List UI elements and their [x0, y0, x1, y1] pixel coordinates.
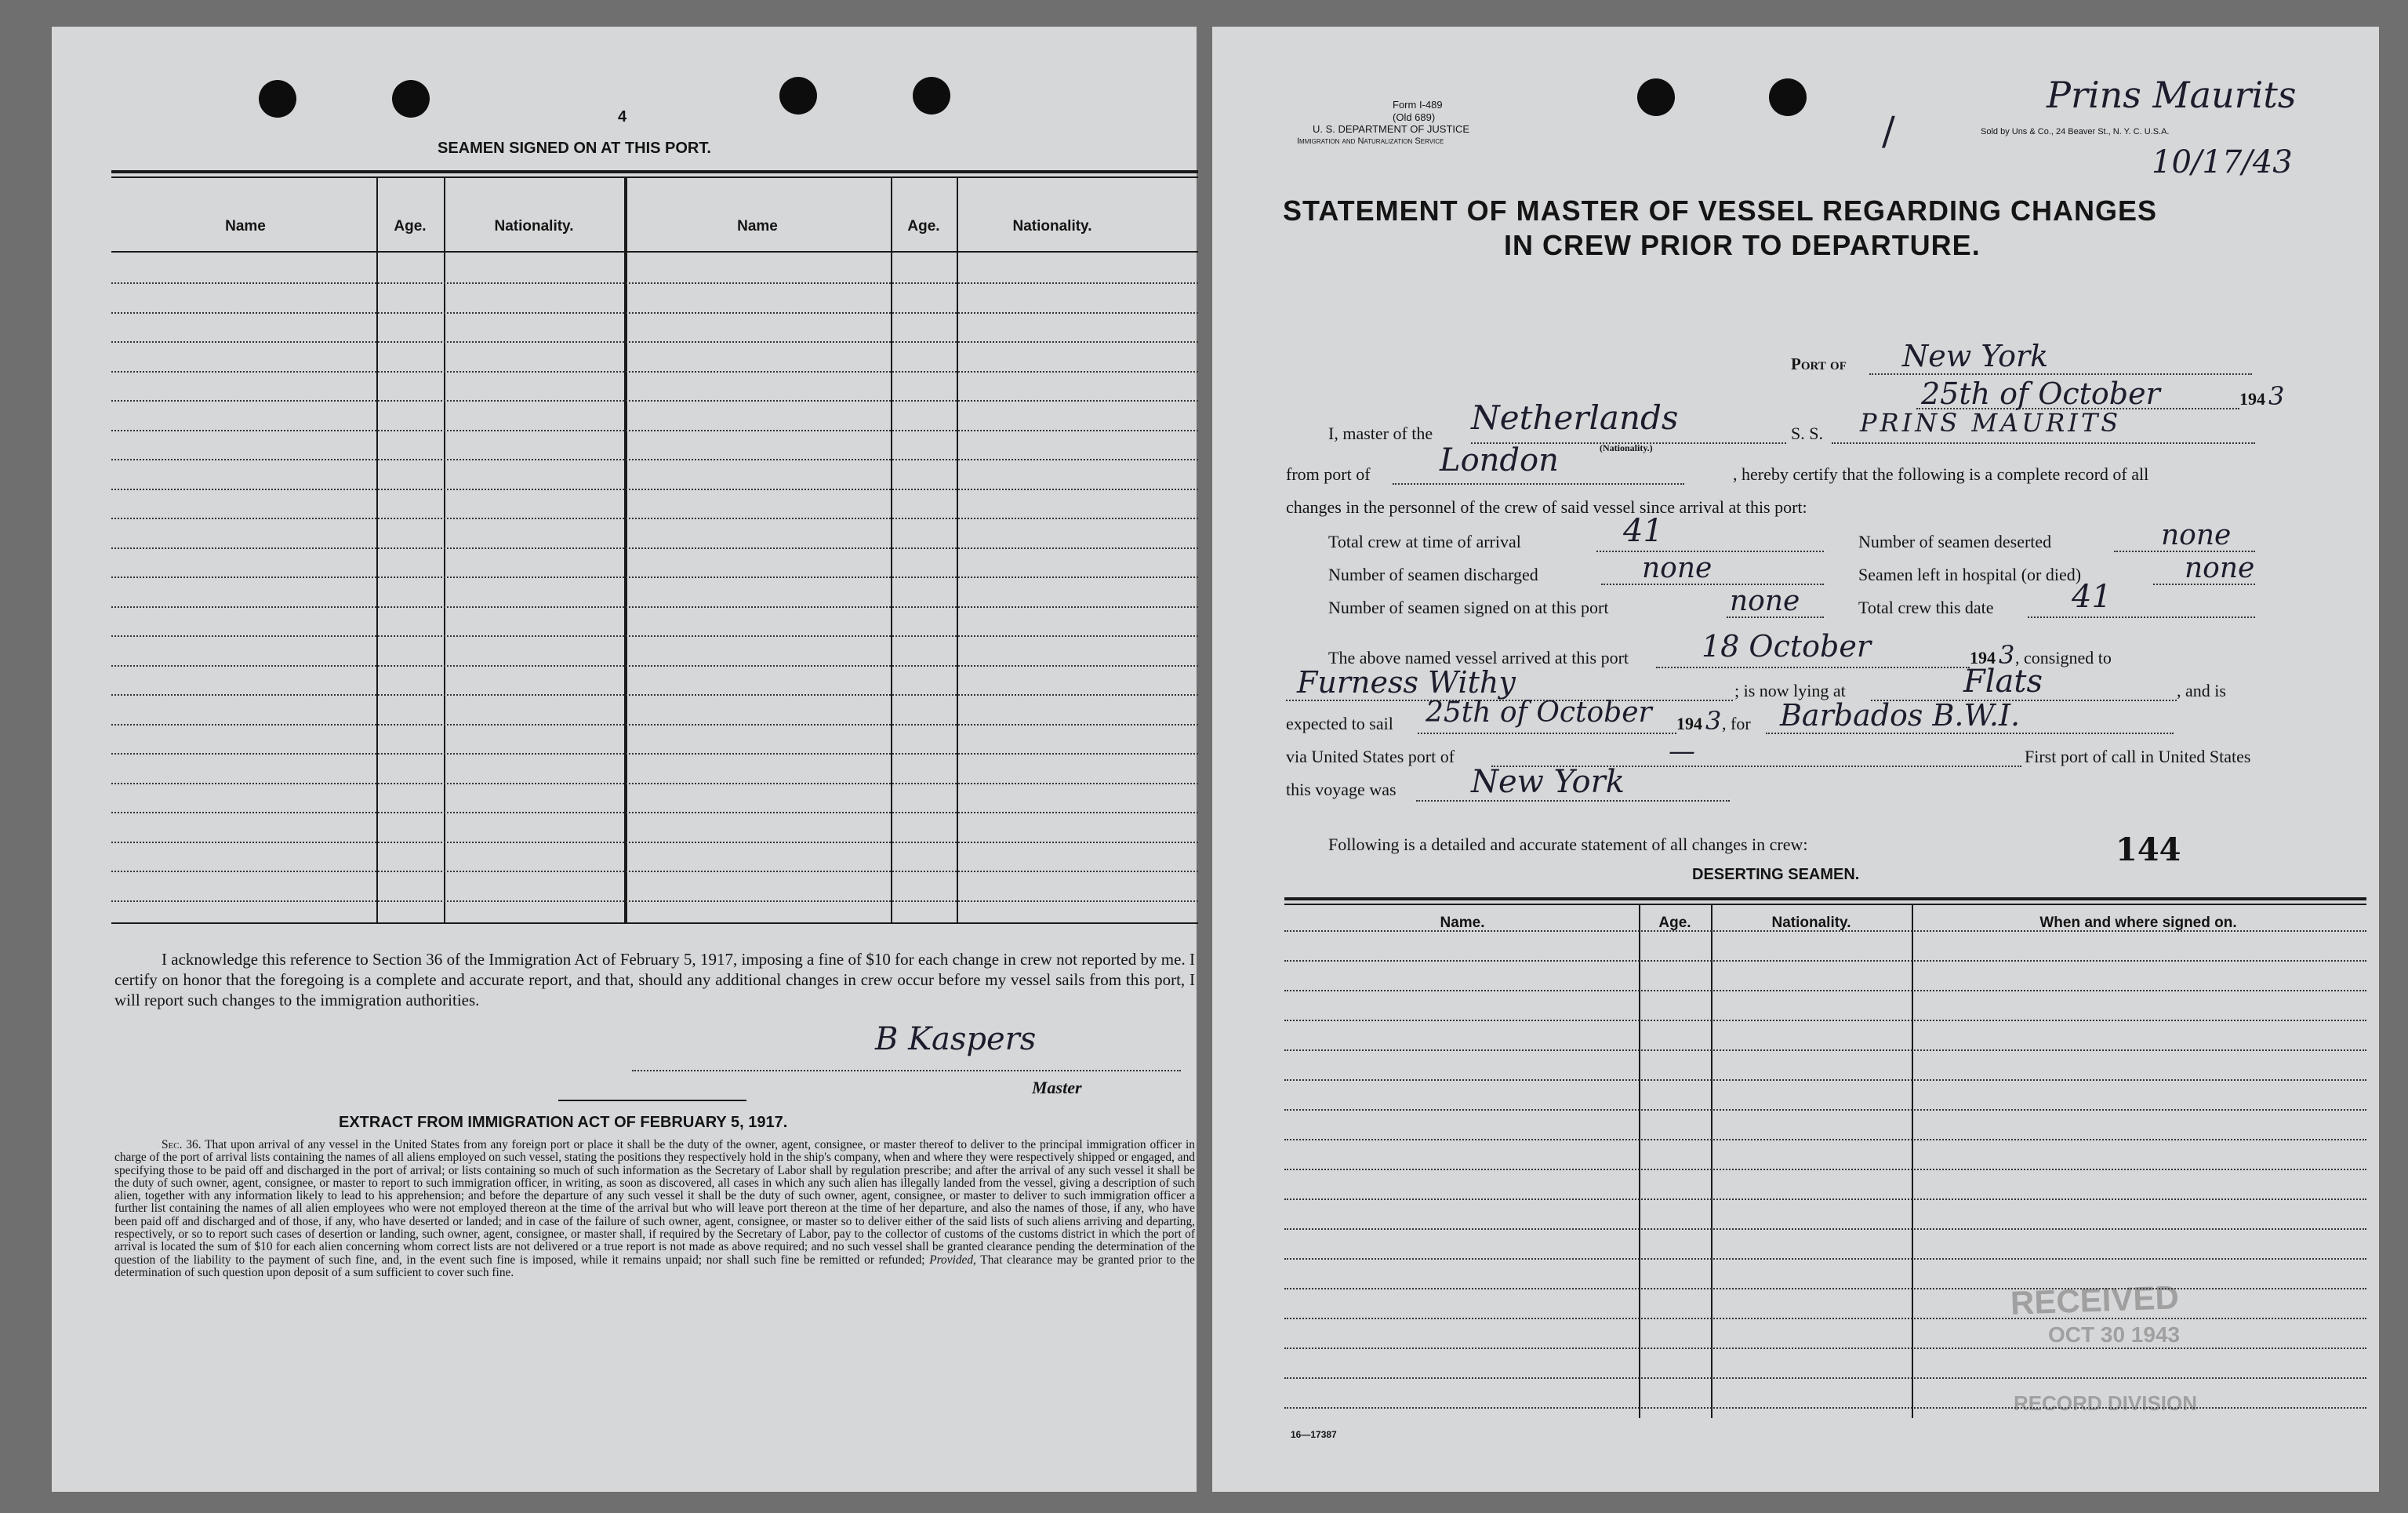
total-date-line — [2028, 616, 2255, 618]
master-of-label: I, master of the — [1328, 424, 1433, 443]
table-row — [1284, 1348, 2366, 1349]
table-row — [111, 635, 1198, 637]
check-mark: / — [1882, 108, 1895, 154]
acknowledgment-text: I acknowledge this reference to Section 36 of the Immigration Act of February 5, 1917, imposing a fine of $10 for each change in crew not reported by me. I certify on honor that the foregoing is a complete and accurate report, and that, should any additional changes in crew occur before my vessel sails from this port, I will report such changes to the immigration authorities. — [114, 950, 1195, 1009]
voyage-value: New York — [1471, 764, 1625, 800]
extract-title: EXTRACT FROM IMMIGRATION ACT OF FEBRUARY 5, 1917. — [339, 1114, 788, 1131]
received-stamp-division: RECORD DIVISION — [2014, 1391, 2198, 1415]
port-of-label: Port of — [1791, 355, 1847, 373]
form-old: (Old 689) — [1393, 111, 1436, 123]
table-row — [111, 371, 1198, 373]
number-stamp: 144 — [2116, 831, 2181, 868]
vessel-name: PRINS MAURITS — [1860, 408, 2122, 438]
total-arrival-label: Total crew at time of arrival — [1328, 532, 1521, 551]
expected-value: 25th of October — [1426, 696, 1652, 729]
table-row — [111, 812, 1198, 813]
table-row — [1284, 1169, 2366, 1170]
punch-hole — [913, 77, 950, 115]
table-row — [111, 724, 1198, 726]
table-row — [1284, 1020, 2366, 1021]
signed-on-label: Number of seamen signed on at this port — [1328, 598, 1609, 617]
ss-label: S. S. — [1791, 424, 1823, 443]
hospital-value: none — [2185, 552, 2255, 584]
table-row — [1284, 1109, 2366, 1111]
handwritten-date: 10/17/43 — [2152, 144, 2293, 180]
table-row — [111, 753, 1198, 755]
table-row — [1284, 1079, 2366, 1081]
from-port-line — [1393, 483, 1684, 485]
department-name: U. S. DEPARTMENT OF JUSTICE — [1313, 123, 1470, 135]
port-of-value: New York — [1902, 339, 2049, 373]
expected-label: expected to sail — [1286, 714, 1393, 733]
from-port-label: from port of — [1286, 464, 1371, 484]
master-signature: B Kaspers — [875, 1021, 1037, 1057]
total-date-label: Total crew this date — [1858, 598, 1994, 617]
column-divider — [624, 176, 627, 922]
form-number: Form I-489 — [1393, 99, 1443, 111]
deserting-heading: DESERTING SEAMEN. — [1692, 866, 1860, 883]
punch-hole — [779, 77, 817, 115]
arrived-line — [1656, 667, 1970, 668]
table-row — [111, 783, 1198, 784]
sec-text: That upon arrival of any vessel in the United States from any foreign port or place it shall be the duty of the owner, agent, consignee, or master thereof to deliver to the principal immigration officer in charge of the port of arrival lists containing the names of all aliens employed on such vessel, stating the positions they respectively hold in the ship's company, when and where they were respectively shipped or engaged, and specifying those to be paid off and discharged in the port of arrival; or lists containing so much of such information as the Secretary of Labor shall by regulation prescribe; and after the arrival of any such vessel it shall be the duty of such owner, agent, consignee, or master to report to such immigration officer, in writing, as soon as discovered, all cases in which any such alien has illegally landed from the vessel, giving a description of such alien, together with any information likely to lead to his apprehension; and before the departure of any such vessel it shall be the duty of such owner, agent, consignee, or master to deliver to such immigration officer a further list containing the names of all alien employees who were not employed thereon at the time of the arrival but who will leave port thereon at the time of her departure, and also the names of those, if any, who have been paid off and discharged and of those, if any, who have deserted or landed; and in case of the failure of such owner, agent, consignee, or master so to deliver either of the said lists of such aliens arriving and departing, respectively, or so to report such cases of desertion or landing, such owner, agent, consignee, or master shall, if required by the Secretary of Labor, pay to the collector of customs of the customs district in which the port of arrival is located the sum of $10 for each alien concerning whom correct lists are not delivered or a true report is not made as above required; and no such vessel shall be granted clearance pending the determination of the question of the liability to the payment of such fine, and, in the event such fine is imposed, while it remains unpaid; nor shall such fine be remitted or refunded; — [114, 1138, 1195, 1267]
consignee-value: Furness Withy — [1297, 665, 1516, 700]
form-title-line1: STATEMENT OF MASTER OF VESSEL REGARDING CHANGES — [1283, 195, 2158, 227]
year-prefix: 194 — [2239, 389, 2265, 409]
table-row — [1284, 1288, 2366, 1289]
nationality-caption: (Nationality.) — [1600, 442, 1653, 453]
column-divider — [444, 176, 445, 922]
column-divider — [891, 176, 892, 922]
table-row — [111, 547, 1198, 549]
form-code: 16—17387 — [1291, 1429, 1337, 1440]
table-row — [1284, 960, 2366, 962]
arrived-value: 18 October — [1702, 629, 1871, 664]
for-value: Barbados B.W.I. — [1780, 698, 2021, 733]
form-title-line2: IN CREW PRIOR TO DEPARTURE. — [1504, 229, 1981, 261]
column-header: Name — [225, 218, 266, 235]
for-line — [1766, 733, 2174, 734]
via-value: — — [1669, 736, 1695, 767]
consigned-label: , consigned to — [2015, 648, 2112, 667]
deserting-top-rule — [1284, 897, 2366, 900]
arrived-label: The above named vessel arrived at this port — [1328, 648, 1629, 667]
table-top-rule — [111, 170, 1198, 173]
expected-line — [1418, 733, 1676, 734]
page-number: 4 — [618, 108, 627, 125]
column-divider — [1912, 905, 1913, 1418]
header-rule — [111, 251, 1198, 253]
provided-text: That clearance may be granted prior to the determination of such question upon deposit of a sum sufficient to cover such fine. — [114, 1253, 1195, 1279]
lying-value: Flats — [1963, 664, 2043, 700]
expected-year-prefix: 194 — [1676, 714, 1702, 733]
provided-label: Provided, — [929, 1253, 976, 1267]
column-header: Nationality. — [494, 218, 574, 235]
discharged-label: Number of seamen discharged — [1328, 565, 1538, 584]
column-header: Nationality. — [1771, 915, 1851, 931]
deserted-label: Number of seamen deserted — [1858, 532, 2052, 551]
and-is-text: , and is — [2177, 681, 2226, 700]
first-port-label: First port of call in United States — [2025, 747, 2251, 766]
received-stamp: RECEIVED — [2010, 1278, 2180, 1322]
table-row — [1284, 930, 2366, 932]
column-header: Name. — [1440, 915, 1485, 931]
from-port-value: London — [1440, 442, 1559, 478]
table-row — [1284, 1049, 2366, 1051]
received-stamp-date: OCT 30 1943 — [2048, 1322, 2181, 1347]
certify-text: , hereby certify that the following is a complete record of all — [1733, 464, 2149, 484]
column-divider — [1711, 905, 1712, 1418]
table-row — [111, 842, 1198, 843]
section-36-text — [114, 1139, 1195, 1279]
column-header: When and where signed on. — [2039, 915, 2237, 931]
signature-line — [632, 1070, 1181, 1071]
table-row — [1284, 1139, 2366, 1140]
table-row — [111, 518, 1198, 519]
right-page — [1212, 27, 2379, 1492]
separator-rule — [558, 1100, 746, 1101]
table-row — [1284, 1377, 2366, 1379]
table-row — [1284, 1407, 2366, 1409]
column-header: Name — [737, 218, 778, 235]
table-row — [1284, 1318, 2366, 1319]
lying-label: ; is now lying at — [1734, 681, 1846, 700]
table-row — [111, 900, 1198, 902]
deserted-value: none — [2161, 519, 2232, 551]
total-arrival-value: 41 — [1623, 513, 1663, 549]
total-date-value: 41 — [2072, 579, 2112, 615]
master-label: Master — [1032, 1078, 1082, 1097]
table-row — [111, 665, 1198, 667]
column-header: Age. — [1658, 915, 1691, 931]
column-header: Age. — [394, 218, 427, 235]
nationality-value: Netherlands — [1471, 398, 1679, 437]
arrived-year-suffix: 3 — [1999, 640, 2015, 670]
sec-label: Sec. 36. — [162, 1138, 202, 1151]
punch-hole — [1769, 78, 1807, 116]
column-header: Age. — [907, 218, 940, 235]
table-row — [111, 576, 1198, 578]
arrived-year-prefix: 194 — [1970, 648, 1996, 667]
year-suffix: 3 — [2268, 381, 2285, 411]
date-value: 25th of October — [1921, 376, 2160, 411]
table-row — [111, 489, 1198, 490]
table-row — [111, 400, 1198, 402]
for-label: , for — [1722, 714, 1751, 733]
table-row — [111, 430, 1198, 431]
service-name: Immigration and Naturalization Service — [1297, 136, 1444, 146]
table-row — [111, 459, 1198, 460]
following-text: Following is a detailed and accurate statement of all changes in crew: — [1328, 835, 1808, 854]
table-row — [1284, 1228, 2366, 1230]
table-bottom-rule — [111, 922, 1198, 924]
voyage-label: this voyage was — [1286, 780, 1396, 799]
via-label: via United States port of — [1286, 747, 1455, 766]
changes-text: changes in the personnel of the crew of said vessel since arrival at this port: — [1286, 497, 1807, 517]
punch-hole — [259, 80, 296, 118]
table-row — [111, 341, 1198, 343]
table-row — [111, 694, 1198, 696]
column-divider — [957, 176, 958, 922]
hospital-label: Seamen left in hospital (or died) — [1858, 565, 2082, 584]
left-page — [52, 27, 1197, 1492]
table-row — [111, 282, 1198, 284]
handwritten-vessel-note: Prins Maurits — [2047, 74, 2297, 116]
table-row — [111, 871, 1198, 872]
column-divider — [376, 176, 378, 922]
vessel-line — [1832, 442, 2255, 444]
table-row — [1284, 1258, 2366, 1260]
table-top-rule-thin — [111, 176, 1198, 178]
deserting-top-rule-thin — [1284, 904, 2366, 905]
punch-hole — [1637, 78, 1675, 116]
punch-hole — [392, 80, 430, 118]
voyage-line — [1416, 800, 1730, 802]
signed-on-heading: SEAMEN SIGNED ON AT THIS PORT. — [438, 140, 711, 157]
signed-on-value: none — [1730, 585, 1800, 617]
table-row — [1284, 1198, 2366, 1200]
port-of-line — [1869, 373, 2252, 375]
sold-by: Sold by Uns & Co., 24 Beaver St., N. Y. C. U.S.A. — [1981, 127, 2170, 136]
discharged-value: none — [1642, 552, 1712, 584]
column-header: Nationality. — [1012, 218, 1092, 235]
expected-year-suffix: 3 — [1705, 706, 1722, 736]
table-row — [111, 312, 1198, 314]
column-divider — [1639, 905, 1640, 1418]
table-row — [1284, 990, 2366, 991]
table-row — [111, 606, 1198, 608]
